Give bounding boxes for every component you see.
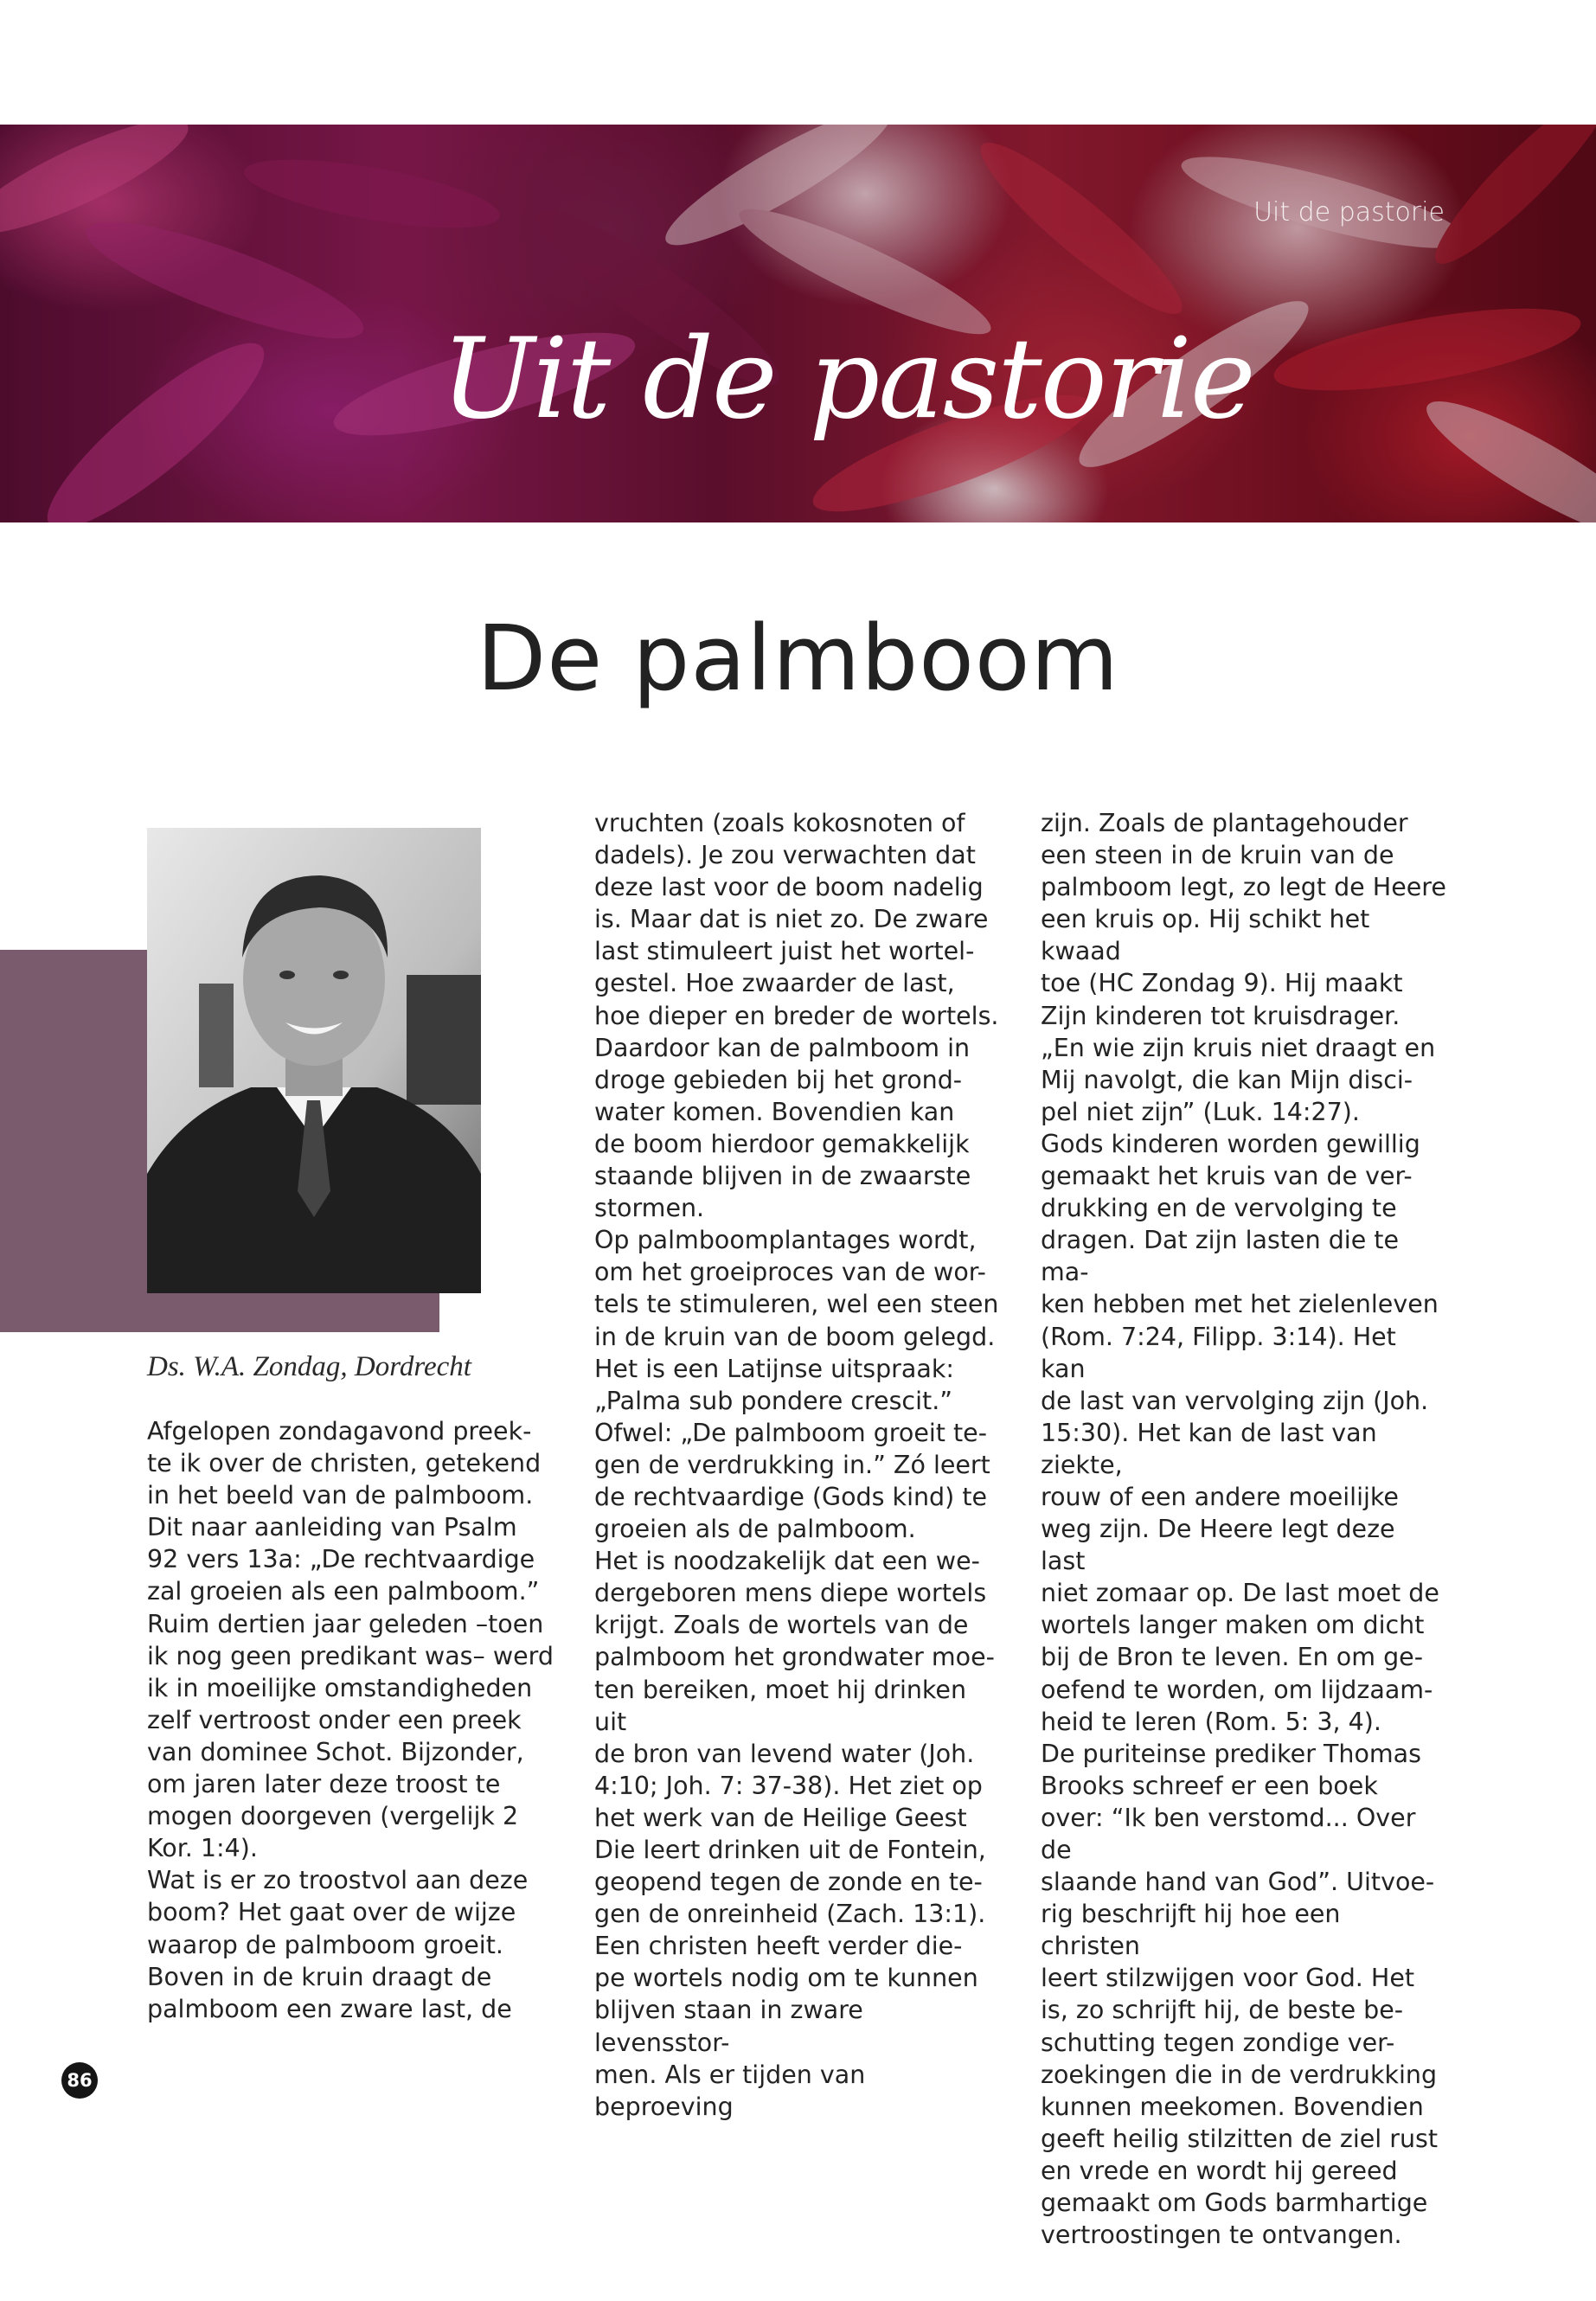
article-line: om jaren later deze troost te: [147, 1770, 501, 1799]
article-line: palmboom het grondwater moe-: [594, 1643, 995, 1672]
article-line: last stimuleert juist het wortel-: [594, 937, 975, 966]
article-line: Daardoor kan de palmboom in: [594, 1033, 971, 1062]
article-line: is. Maar dat is niet zo. De zware: [594, 905, 989, 934]
article-line: gemaakt het kruis van de ver-: [1041, 1162, 1413, 1191]
section-title: Uit de pastorie: [441, 315, 1254, 444]
article-line: blijven staan in zware levensstor-: [594, 1996, 863, 2057]
article-line: (Rom. 7:24, Filipp. 3:14). Het kan: [1041, 1322, 1396, 1383]
article-line: palmboom legt, zo legt de Heere: [1041, 873, 1446, 902]
page-number: 86: [61, 2062, 98, 2099]
article-line: stormen.: [594, 1194, 705, 1223]
article-line: deze last voor de boom nadelig: [594, 873, 984, 902]
article-line: Ruim dertien jaar geleden –toen: [147, 1609, 544, 1638]
article-line: Het is een Latijnse uitspraak:: [594, 1354, 954, 1383]
article-line: een steen in de kruin van de: [1041, 841, 1394, 870]
article-line: Brooks schreef er een boek: [1041, 1771, 1378, 1800]
section-kicker: Uit de pastorie: [1253, 197, 1445, 228]
author-portrait: [147, 828, 481, 1293]
article-line: toe (HC Zondag 9). Hij maakt: [1041, 969, 1403, 998]
article-line: kunnen meekomen. Bovendien: [1041, 2092, 1424, 2121]
article-line: pel niet zijn” (Luk. 14:27).: [1041, 1097, 1360, 1126]
article-column-3: [1041, 807, 1447, 2251]
article-line: gemaakt om Gods barmhartige: [1041, 2189, 1428, 2218]
article-line: dergeboren mens diepe wortels: [594, 1579, 987, 1608]
article-line: ken hebben met het zielenleven: [1041, 1290, 1439, 1319]
article-line: ik in moeilijke omstandigheden: [147, 1673, 533, 1702]
header-banner: [0, 125, 1596, 522]
article-line: oefend te worden, om lijdzaam-: [1041, 1675, 1433, 1704]
article-line: slaande hand van God”. Uitvoe-: [1041, 1868, 1435, 1897]
article-line: tels te stimuleren, wel een steen: [594, 1290, 999, 1319]
article-line: bij de Bron te leven. En om ge-: [1041, 1643, 1423, 1672]
article-line: Kor. 1:4).: [147, 1834, 258, 1863]
article-line: vertroostingen te ontvangen.: [1041, 2221, 1402, 2250]
article-line: Afgelopen zondagavond preek-: [147, 1417, 532, 1445]
article-line: 92 vers 13a: „De rechtvaardige: [147, 1545, 535, 1574]
article-line: vruchten (zoals kokosnoten of: [594, 809, 965, 837]
article-line: De puriteinse prediker Thomas: [1041, 1739, 1421, 1768]
article-line: Die leert drinken uit de Fontein,: [594, 1836, 986, 1864]
article-line: Het is noodzakelijk dat een we-: [594, 1547, 980, 1576]
article-line: hoe dieper en breder de wortels.: [594, 1001, 999, 1030]
article-line: drukking en de vervolging te: [1041, 1194, 1397, 1223]
article-line: Mij navolgt, die kan Mijn disci-: [1041, 1065, 1413, 1094]
article-line: in het beeld van de palmboom.: [147, 1481, 534, 1510]
article-line: ten bereiken, moet hij drinken uit: [594, 1675, 967, 1736]
article-line: palmboom een zware last, de: [147, 1994, 512, 2023]
article-column-1: [147, 1415, 554, 2025]
article-line: „En wie zijn kruis niet draagt en: [1041, 1033, 1436, 1062]
article-line: zoekingen die in de verdrukking: [1041, 2060, 1438, 2089]
article-line: Ofwel: „De palmboom groeit te-: [594, 1418, 987, 1447]
article-line: waarop de palmboom groeit.: [147, 1930, 503, 1959]
article-line: van dominee Schot. Bijzonder,: [147, 1737, 524, 1766]
article-line: Dit naar aanleiding van Psalm: [147, 1513, 517, 1542]
article-line: dragen. Dat zijn lasten die te ma-: [1041, 1226, 1400, 1287]
article-line: geeft heilig stilzitten de ziel rust: [1041, 2124, 1439, 2153]
article-line: de bron van levend water (Joh.: [594, 1739, 975, 1768]
article-line: gestel. Hoe zwaarder de last,: [594, 969, 955, 998]
article-line: de boom hierdoor gemakkelijk: [594, 1129, 970, 1158]
article-line: te ik over de christen, getekend: [147, 1449, 542, 1478]
article-line: leert stilzwijgen voor God. Het: [1041, 1964, 1415, 1993]
article-line: staande blijven in de zwaarste: [594, 1162, 971, 1191]
article-line: Boven in de kruin draagt de: [147, 1962, 492, 1991]
article-line: groeien als de palmboom.: [594, 1515, 916, 1544]
article-line: wortels langer maken om dicht: [1041, 1611, 1425, 1640]
article-line: pe wortels nodig om te kunnen: [594, 1964, 978, 1993]
article-line: om het groeiproces van de wor-: [594, 1258, 986, 1287]
article-line: zijn. Zoals de plantagehouder: [1041, 809, 1408, 837]
article-line: 15:30). Het kan de last van ziekte,: [1041, 1418, 1377, 1479]
article-line: water komen. Bovendien kan: [594, 1097, 955, 1126]
article-line: een kruis op. Hij schikt het kwaad: [1041, 905, 1370, 966]
article-line: Zijn kinderen tot kruisdrager.: [1041, 1001, 1401, 1030]
article-line: de rechtvaardige (Gods kind) te: [594, 1482, 988, 1511]
article-line: rouw of een andere moeilijke: [1041, 1482, 1399, 1511]
article-line: men. Als er tijden van beproeving: [594, 2060, 866, 2121]
article-line: zal groeien als een palmboom.”: [147, 1577, 540, 1606]
article-line: ik nog geen predikant was– werd: [147, 1641, 554, 1670]
article-line: de last van vervolging zijn (Joh.: [1041, 1386, 1429, 1415]
article-line: „Palma sub pondere crescit.”: [594, 1386, 953, 1415]
article-line: is, zo schrijft hij, de beste be-: [1041, 1996, 1404, 2025]
article-line: gen de verdrukking in.” Zó leert: [594, 1450, 990, 1479]
article-line: zelf vertroost onder een preek: [147, 1705, 522, 1734]
article-line: Wat is er zo troostvol aan deze: [147, 1866, 529, 1895]
article-line: mogen doorgeven (vergelijk 2: [147, 1802, 519, 1831]
article-line: rig beschrijft hij hoe een christen: [1041, 1900, 1341, 1961]
article-title: De palmboom: [477, 606, 1119, 711]
article-line: Op palmboomplantages wordt,: [594, 1226, 977, 1255]
article-line: krijgt. Zoals de wortels van de: [594, 1611, 969, 1640]
article-line: het werk van de Heilige Geest: [594, 1803, 967, 1832]
author-byline: Ds. W.A. Zondag, Dordrecht: [147, 1351, 471, 1382]
article-line: Een christen heeft verder die-: [594, 1932, 963, 1961]
article-line: gen de onreinheid (Zach. 13:1).: [594, 1900, 986, 1929]
article-line: schutting tegen zondige ver-: [1041, 2028, 1395, 2057]
article-line: weg zijn. De Heere legt deze last: [1041, 1515, 1395, 1576]
article-line: droge gebieden bij het grond-: [594, 1065, 963, 1094]
article-line: Gods kinderen worden gewillig: [1041, 1129, 1420, 1158]
article-line: niet zomaar op. De last moet de: [1041, 1579, 1439, 1608]
article-line: geopend tegen de zonde en te-: [594, 1868, 983, 1897]
article-line: dadels). Je zou verwachten dat: [594, 841, 976, 870]
article-line: en vrede en wordt hij gereed: [1041, 2156, 1398, 2185]
article-line: in de kruin van de boom gelegd.: [594, 1322, 996, 1351]
article-line: heid te leren (Rom. 5: 3, 4).: [1041, 1707, 1381, 1736]
article-column-2: [594, 807, 1001, 2123]
article-line: over: “Ik ben verstomd... Over de: [1041, 1803, 1416, 1864]
article-line: boom? Het gaat over de wijze: [147, 1898, 516, 1927]
article-line: 4:10; Joh. 7: 37-38). Het ziet op: [594, 1771, 983, 1800]
